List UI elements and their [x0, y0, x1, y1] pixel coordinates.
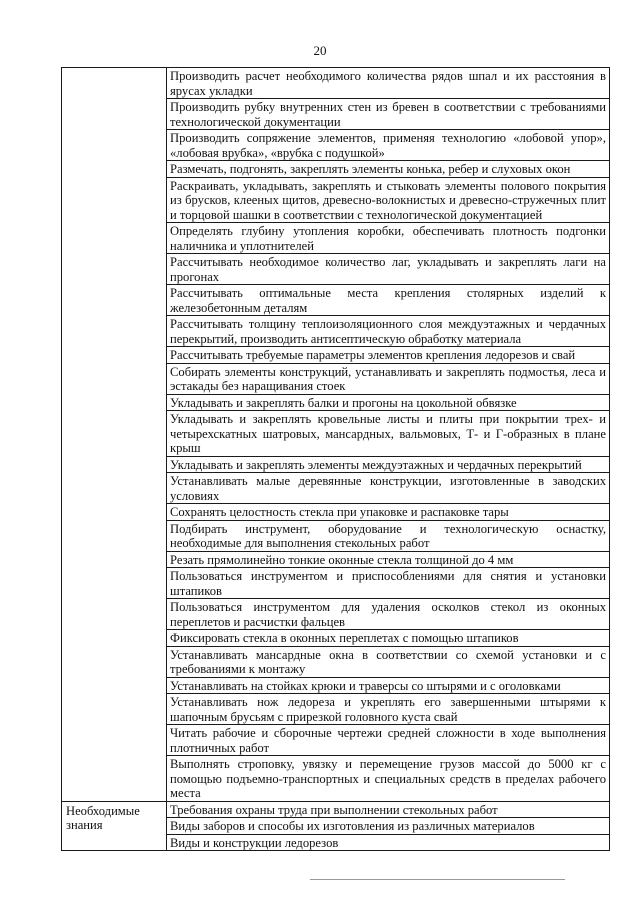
requirement-item: Устанавливать на стойках крюки и траверсы со штырями и с оголовками: [167, 677, 610, 694]
requirement-item: Виды заборов и способы их изготовления из различных материалов: [167, 818, 610, 835]
requirement-item: Определять глубину утопления коробки, обеспечивать плотность подгонки наличника и уплотнителей: [167, 223, 610, 254]
requirement-item: Производить сопряжение элементов, применяя технологию «лобовой упор», «лобовая врубка», «врубка с подушкой»: [167, 130, 610, 161]
requirement-item: Пользоваться инструментом для удаления осколков стекол из оконных переплетов и расчистки фальцев: [167, 599, 610, 630]
requirement-item: Рассчитывать требуемые параметры элементов крепления ледорезов и свай: [167, 347, 610, 364]
requirement-item: Фиксировать стекла в оконных переплетах с помощью штапиков: [167, 630, 610, 647]
requirement-item: Рассчитывать толщину теплоизоляционного слоя междуэтажных и чердачных перекрытий, производить антисептическую обработку материала: [167, 316, 610, 347]
requirement-item: Производить расчет необходимого количества рядов шпал и их расстояния в ярусах укладки: [167, 68, 610, 99]
requirement-item: Раскраивать, укладывать, закреплять и стыковать элементы полового покрытия из брусков, клееных щитов, древесно-волокнистых и древесно-стружечных плит и торцовой шашки в соответствии с технологической документацией: [167, 177, 610, 223]
requirement-item: Укладывать и закреплять кровельные листы и плиты при покрытии трех- и четырехскатных шатровых, мансардных, вальмовых, Т- и Г-образных в плане крыш: [167, 411, 610, 457]
requirement-item: Устанавливать нож ледореза и укреплять его завершенными штырями к шапочным брусьям с прирезкой головного куста свай: [167, 694, 610, 725]
requirement-item: Устанавливать мансардные окна в соответствии со схемой установки и с требованиями к монтажу: [167, 646, 610, 677]
requirement-item: Виды и конструкции ледорезов: [167, 834, 610, 851]
requirement-item: Подбирать инструмент, оборудование и технологическую оснастку, необходимые для выполнения стекольных работ: [167, 520, 610, 551]
requirement-item: Пользоваться инструментом и приспособлениями для снятия и установки штапиков: [167, 568, 610, 599]
requirement-item: Читать рабочие и сборочные чертежи средней сложности в ходе выполнения плотничных работ: [167, 725, 610, 756]
requirement-item: Размечать, подгонять, закреплять элементы конька, ребер и слуховых окон: [167, 161, 610, 178]
requirement-item: Собирать элементы конструкций, устанавливать и закреплять подмостья, леса и эстакады без наращивания стоек: [167, 363, 610, 394]
requirement-item: Резать прямолинейно тонкие оконные стекла толщиной до 4 мм: [167, 551, 610, 568]
requirement-item: Требования охраны труда при выполнении стекольных работ: [167, 801, 610, 818]
requirement-item: Производить рубку внутренних стен из бревен в соответствии с требованиями технологической документации: [167, 99, 610, 130]
requirement-item: Рассчитывать оптимальные места крепления столярных изделий к железобетонным деталям: [167, 285, 610, 316]
requirement-item: Укладывать и закреплять элементы междуэтажных и чердачных перекрытий: [167, 456, 610, 473]
requirements-table-body: [62, 68, 610, 851]
requirements-table: [61, 67, 610, 851]
requirement-item: Выполнять строповку, увязку и перемещение грузов массой до 5000 кг с помощью подъемно-транспортных и специальных средств в пределах рабочего места: [167, 756, 610, 802]
section-label: Необходимые знания: [62, 801, 167, 851]
requirement-item: Рассчитывать необходимое количество лаг, укладывать и закреплять лаги на прогонах: [167, 254, 610, 285]
table-row: [62, 801, 610, 818]
table-row: [62, 68, 610, 99]
section-label: [62, 68, 167, 802]
bottom-rule: [310, 879, 565, 880]
page-number: 20: [313, 43, 327, 58]
requirement-item: Устанавливать малые деревянные конструкции, изготовленные в заводских условиях: [167, 473, 610, 504]
requirement-item: Сохранять целостность стекла при упаковке и распаковке тары: [167, 504, 610, 521]
requirement-item: Укладывать и закреплять балки и прогоны на цокольной обвязке: [167, 394, 610, 411]
